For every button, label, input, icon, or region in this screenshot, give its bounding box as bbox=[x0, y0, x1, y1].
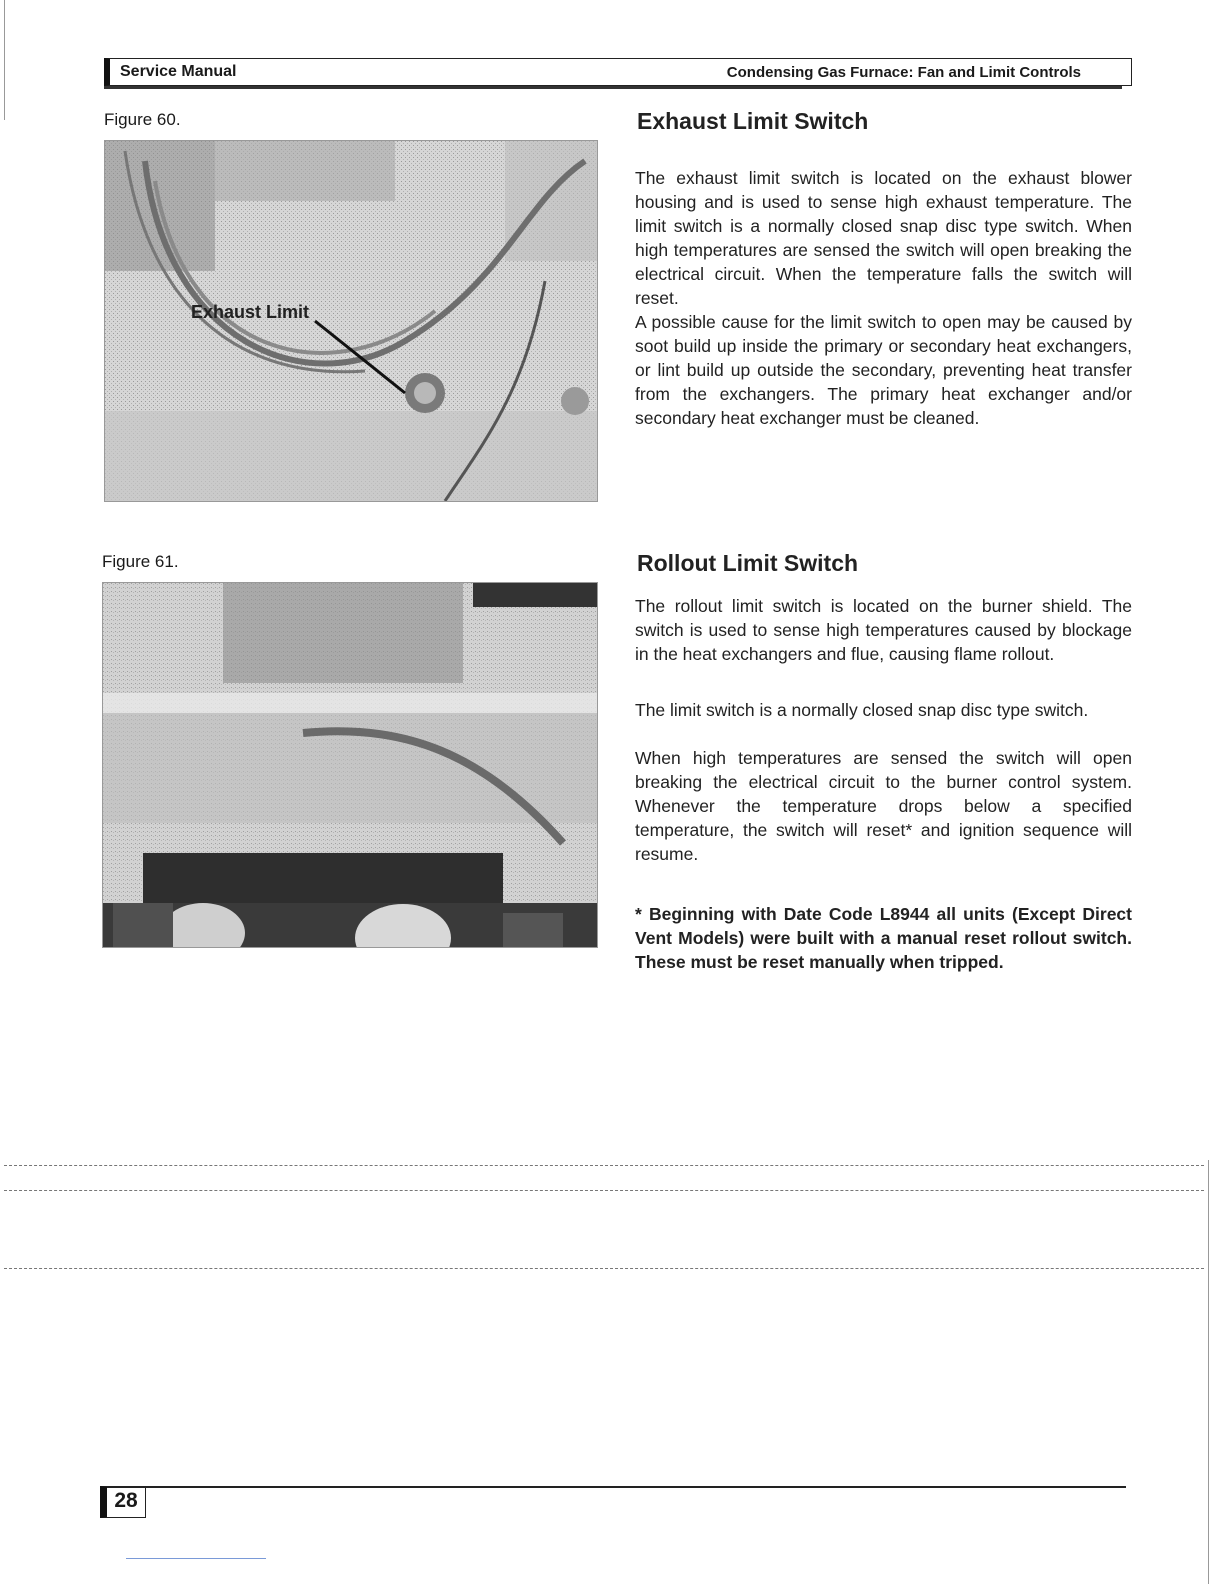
page-number: 28 bbox=[100, 1486, 146, 1518]
burner-shield-photo bbox=[103, 583, 597, 947]
scan-dashed-line bbox=[4, 1190, 1204, 1191]
exhaust-limit-heading: Exhaust Limit Switch bbox=[637, 108, 869, 134]
header-rule bbox=[104, 86, 1122, 89]
rollout-limit-paragraph-2: The limit switch is a normally closed snap disc type switch. bbox=[635, 700, 1089, 720]
figure-60-photo bbox=[104, 140, 598, 502]
rollout-limit-heading: Rollout Limit Switch bbox=[637, 550, 859, 576]
exhaust-limit-callout: Exhaust Limit bbox=[191, 302, 310, 322]
header-manual-title: Service Manual bbox=[120, 63, 237, 80]
scan-dashed-line bbox=[4, 1268, 1204, 1269]
exhaust-limit-paragraph-2: A possible cause for the limit switch to open may be caused by soot build up inside the primary or secondary heat exchangers, or lint build up outside the secondary, preventing heat transfer from the exchangers. The primary heat exchanger and/or secondary heat exchanger must be cleaned. bbox=[635, 312, 1132, 428]
figure-61-label: Figure 61. bbox=[102, 552, 179, 571]
footer-rule bbox=[100, 1486, 1126, 1488]
rollout-limit-paragraph-1: The rollout limit switch is located on the burner shield. The switch is used to sense high temperatures caused by blockage in the heat exchangers and flue, causing flame rollout. bbox=[635, 596, 1132, 664]
scan-dashed-line bbox=[4, 1165, 1204, 1166]
scan-margin-line bbox=[4, 0, 5, 120]
scan-blue-line bbox=[126, 1558, 266, 1559]
rollout-date-code-note: * Beginning with Date Code L8944 all units (Except Direct Vent Models) were built with a manual reset rollout switch. These must be reset manually when tripped. bbox=[635, 904, 1132, 972]
figure-61-photo bbox=[102, 582, 598, 948]
header-section-title: Condensing Gas Furnace: Fan and Limit Controls bbox=[726, 64, 1081, 81]
exhaust-limit-paragraph-1: The exhaust limit switch is located on the exhaust blower housing and is used to sense high exhaust temperature. The limit switch is a normally closed snap disc type switch. When high temperatures are sensed the switch will open breaking the electrical circuit. When the temperature falls the switch will reset. bbox=[635, 168, 1132, 308]
rollout-limit-paragraph-3: When high temperatures are sensed the switch will open breaking the electrical circuit to the burner control system. Whenever the temperature drops below a specified temperature, the switch will reset* and ignition sequence will resume. bbox=[635, 748, 1132, 864]
figure-60-label: Figure 60. bbox=[104, 110, 181, 129]
scan-margin-line bbox=[1208, 1160, 1209, 1584]
page-header bbox=[104, 58, 1132, 86]
exhaust-blower-photo bbox=[105, 141, 597, 501]
